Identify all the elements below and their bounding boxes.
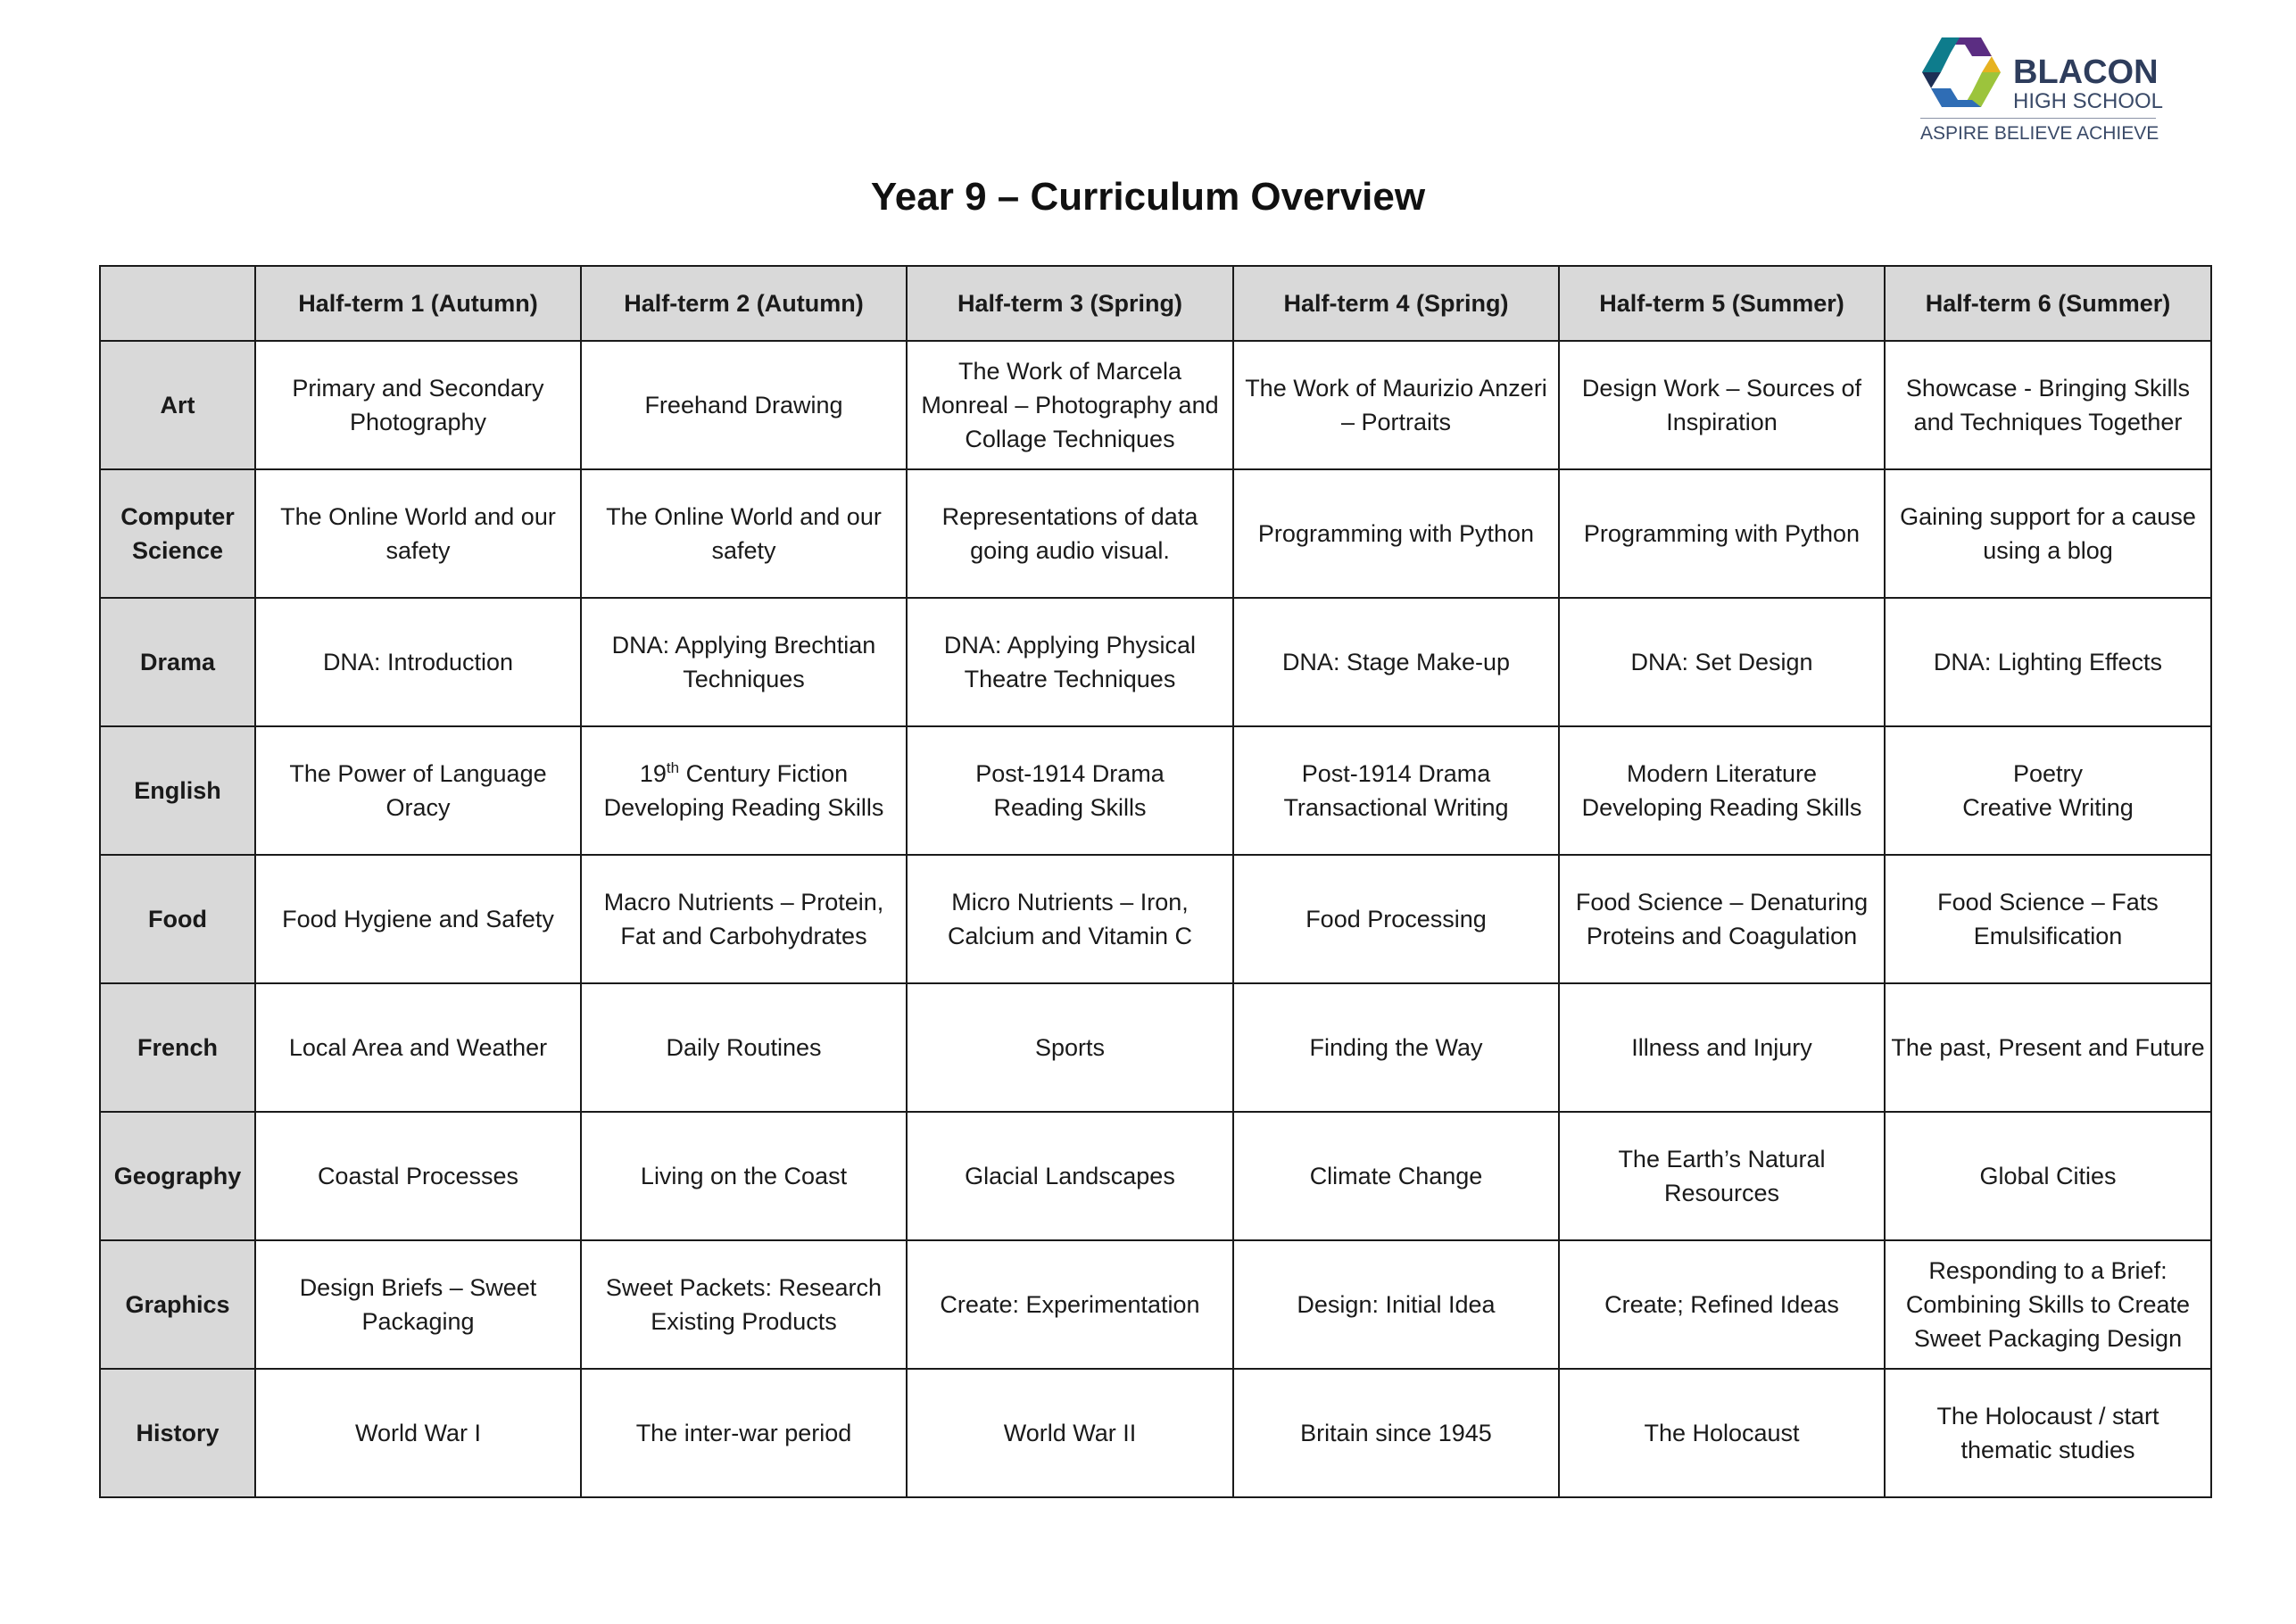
table-cell: Showcase - Bringing Skills and Techniques Together bbox=[1885, 341, 2211, 469]
table-cell: The Work of Marcela Monreal – Photography and Collage Techniques bbox=[907, 341, 1233, 469]
table-cell: DNA: Applying Brechtian Techniques bbox=[581, 598, 907, 726]
table-cell: Food Processing bbox=[1233, 855, 1559, 983]
hexagon-logo-icon bbox=[1920, 34, 2002, 111]
table-cell: Micro Nutrients – Iron, Calcium and Vitamin C bbox=[907, 855, 1233, 983]
header-row bbox=[100, 266, 2211, 341]
curriculum-table bbox=[99, 265, 2212, 1498]
table-cell: Finding the Way bbox=[1233, 983, 1559, 1112]
table-cell: The past, Present and Future bbox=[1885, 983, 2211, 1112]
corner-cell bbox=[100, 266, 255, 341]
table-cell: DNA: Set Design bbox=[1559, 598, 1885, 726]
table-cell: Food Science – Fats Emulsification bbox=[1885, 855, 2211, 983]
table-cell: Sports bbox=[907, 983, 1233, 1112]
table-row bbox=[100, 469, 2211, 598]
table-row bbox=[100, 855, 2211, 983]
table-cell: Poetry Creative Writing bbox=[1885, 726, 2211, 855]
column-header: Half-term 6 (Summer) bbox=[1885, 266, 2211, 341]
table-cell: Create: Experimentation bbox=[907, 1240, 1233, 1369]
table-cell: The Earth’s Natural Resources bbox=[1559, 1112, 1885, 1240]
table-cell: Coastal Processes bbox=[255, 1112, 581, 1240]
ordinal-suffix: th bbox=[666, 759, 680, 776]
table-cell: The Online World and our safety bbox=[581, 469, 907, 598]
table-cell: Global Cities bbox=[1885, 1112, 2211, 1240]
table-cell: Programming with Python bbox=[1233, 469, 1559, 598]
table-row bbox=[100, 598, 2211, 726]
school-logo bbox=[1920, 34, 2164, 146]
subject-label: French bbox=[100, 983, 255, 1112]
table-cell: Gaining support for a cause using a blog bbox=[1885, 469, 2211, 598]
table-cell: World War I bbox=[255, 1369, 581, 1497]
column-header: Half-term 4 (Spring) bbox=[1233, 266, 1559, 341]
table-cell: DNA: Stage Make-up bbox=[1233, 598, 1559, 726]
table-cell: Post-1914 Drama Transactional Writing bbox=[1233, 726, 1559, 855]
table-cell: World War II bbox=[907, 1369, 1233, 1497]
page-title: Year 9 – Curriculum Overview bbox=[870, 175, 1426, 219]
subject-label: History bbox=[100, 1369, 255, 1497]
subject-label: English bbox=[100, 726, 255, 855]
logo-tagline: ASPIRE BELIEVE ACHIEVE bbox=[1920, 123, 2159, 144]
table-cell: Britain since 1945 bbox=[1233, 1369, 1559, 1497]
table-cell: Responding to a Brief: Combining Skills to Create Sweet Packaging Design bbox=[1885, 1240, 2211, 1369]
table-cell: Freehand Drawing bbox=[581, 341, 907, 469]
subject-label: Art bbox=[100, 341, 255, 469]
table-cell: The Holocaust bbox=[1559, 1369, 1885, 1497]
subject-label: Geography bbox=[100, 1112, 255, 1240]
column-header: Half-term 2 (Autumn) bbox=[581, 266, 907, 341]
table-cell: DNA: Introduction bbox=[255, 598, 581, 726]
table-row bbox=[100, 341, 2211, 469]
table-row bbox=[100, 726, 2211, 855]
subject-label: Food bbox=[100, 855, 255, 983]
table-cell: DNA: Lighting Effects bbox=[1885, 598, 2211, 726]
table-cell: Daily Routines bbox=[581, 983, 907, 1112]
table-cell: Primary and Secondary Photography bbox=[255, 341, 581, 469]
table-row bbox=[100, 1112, 2211, 1240]
table-cell: Design Briefs – Sweet Packaging bbox=[255, 1240, 581, 1369]
table-cell: The Holocaust / start thematic studies bbox=[1885, 1369, 2211, 1497]
table-cell: Local Area and Weather bbox=[255, 983, 581, 1112]
column-header: Half-term 1 (Autumn) bbox=[255, 266, 581, 341]
table-cell: Representations of data going audio visual. bbox=[907, 469, 1233, 598]
subject-label: Computer Science bbox=[100, 469, 255, 598]
table-cell: Post-1914 Drama Reading Skills bbox=[907, 726, 1233, 855]
table-cell: Programming with Python bbox=[1559, 469, 1885, 598]
column-header: Half-term 5 (Summer) bbox=[1559, 266, 1885, 341]
table-cell: DNA: Applying Physical Theatre Techniques bbox=[907, 598, 1233, 726]
table-cell: Create; Refined Ideas bbox=[1559, 1240, 1885, 1369]
table-cell: Macro Nutrients – Protein, Fat and Carbohydrates bbox=[581, 855, 907, 983]
table-cell: Design: Initial Idea bbox=[1233, 1240, 1559, 1369]
table-cell: Glacial Landscapes bbox=[907, 1112, 1233, 1240]
table-cell: Climate Change bbox=[1233, 1112, 1559, 1240]
table-cell: The Work of Maurizio Anzeri – Portraits bbox=[1233, 341, 1559, 469]
table-cell: Living on the Coast bbox=[581, 1112, 907, 1240]
table-row bbox=[100, 1240, 2211, 1369]
table-cell: The Online World and our safety bbox=[255, 469, 581, 598]
logo-divider bbox=[1920, 118, 2156, 119]
table-cell: Food Science – Denaturing Proteins and Coagulation bbox=[1559, 855, 1885, 983]
subject-label: Drama bbox=[100, 598, 255, 726]
logo-name-line1: BLACON bbox=[2013, 54, 2159, 91]
logo-name-line2: HIGH SCHOOL bbox=[2013, 89, 2164, 113]
table-cell: Design Work – Sources of Inspiration bbox=[1559, 341, 1885, 469]
table-cell: The Power of Language Oracy bbox=[255, 726, 581, 855]
table-cell: Sweet Packets: Research Existing Products bbox=[581, 1240, 907, 1369]
column-header: Half-term 3 (Spring) bbox=[907, 266, 1233, 341]
table-cell: The inter-war period bbox=[581, 1369, 907, 1497]
table-row bbox=[100, 1369, 2211, 1497]
table-row bbox=[100, 983, 2211, 1112]
table-cell: Food Hygiene and Safety bbox=[255, 855, 581, 983]
table-cell: 19th Century Fiction Developing Reading Skills bbox=[581, 726, 907, 855]
subject-label: Graphics bbox=[100, 1240, 255, 1369]
table-cell: Modern Literature Developing Reading Skills bbox=[1559, 726, 1885, 855]
table-cell: Illness and Injury bbox=[1559, 983, 1885, 1112]
